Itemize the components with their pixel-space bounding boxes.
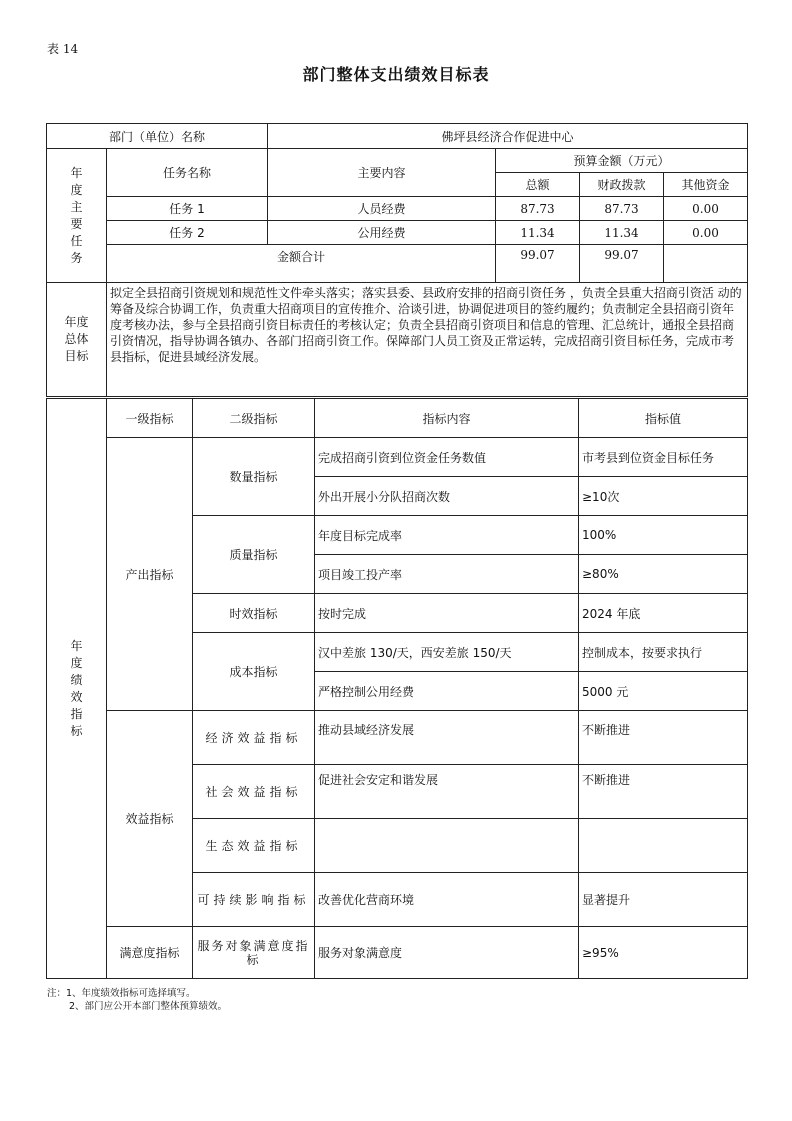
col-level1: 一级指标 bbox=[107, 399, 193, 438]
sum-fiscal: 99.07 bbox=[580, 245, 664, 283]
indicator-content: 项目竣工投产率 bbox=[315, 555, 579, 594]
col-total: 总额 bbox=[496, 173, 580, 197]
indicator-content: 外出开展小分队招商次数 bbox=[315, 477, 579, 516]
table-row bbox=[47, 438, 748, 477]
page-title: 部门整体支出绩效目标表 bbox=[302, 65, 490, 84]
indicator-value: 100% bbox=[579, 516, 748, 555]
footnote-2: 2、部门应公开本部门整体预算绩效。 bbox=[69, 1001, 228, 1012]
sum-label: 金额合计 bbox=[107, 245, 496, 283]
performance-table bbox=[46, 398, 748, 979]
indicator-content: 改善优化营商环境 bbox=[315, 873, 579, 927]
task-content: 公用经费 bbox=[268, 221, 496, 245]
indicator-content: 严格控制公用经费 bbox=[315, 672, 579, 711]
footnotes bbox=[47, 987, 227, 1013]
service-label: 服务对象满意度指标 bbox=[193, 927, 315, 979]
task-fiscal: 87.73 bbox=[580, 197, 664, 221]
indicator-value: 5000 元 bbox=[579, 672, 748, 711]
col-other: 其他资金 bbox=[664, 173, 748, 197]
col-indicator-value: 指标值 bbox=[579, 399, 748, 438]
task-name: 任务 1 bbox=[107, 197, 268, 221]
sustainable-label: 可持续影响指标 bbox=[193, 873, 315, 927]
indicator-value bbox=[579, 819, 748, 873]
output-label: 产出指标 bbox=[107, 438, 193, 711]
department-value: 佛坪县经济合作促进中心 bbox=[268, 124, 748, 149]
department-label: 部门（单位）名称 bbox=[47, 124, 268, 149]
timeliness-label: 时效指标 bbox=[193, 594, 315, 633]
table-row bbox=[47, 221, 748, 245]
indicator-value: 控制成本，按要求执行 bbox=[579, 633, 748, 672]
quality-label: 质量指标 bbox=[193, 516, 315, 594]
goal-section-label: 年度总体目标 bbox=[47, 283, 107, 397]
indicator-content: 服务对象满意度 bbox=[315, 927, 579, 979]
economic-label: 经济效益指标 bbox=[193, 711, 315, 765]
task-name: 任务 2 bbox=[107, 221, 268, 245]
indicator-content bbox=[315, 819, 579, 873]
col-indicator-content: 指标内容 bbox=[315, 399, 579, 438]
col-task-name: 任务名称 bbox=[107, 149, 268, 197]
indicator-value: 2024 年底 bbox=[579, 594, 748, 633]
indicator-content: 汉中差旅 130/天，西安差旅 150/天 bbox=[315, 633, 579, 672]
indicator-value: 显著提升 bbox=[579, 873, 748, 927]
task-content: 人员经费 bbox=[268, 197, 496, 221]
footnote-1: 注：1、年度绩效指标可选择填写。 bbox=[47, 988, 196, 999]
indicator-content: 按时完成 bbox=[315, 594, 579, 633]
col-level2: 二级指标 bbox=[193, 399, 315, 438]
benefit-label: 效益指标 bbox=[107, 711, 193, 927]
col-fiscal: 财政拨款 bbox=[580, 173, 664, 197]
indicator-value: 不断推进 bbox=[579, 711, 748, 765]
tasks-section-label: 年度主要任务 bbox=[47, 149, 107, 283]
ecological-label: 生态效益指标 bbox=[193, 819, 315, 873]
indicator-content: 推动县域经济发展 bbox=[315, 711, 579, 765]
task-other: 0.00 bbox=[664, 221, 748, 245]
indicator-value: ≥95% bbox=[579, 927, 748, 979]
table-row bbox=[47, 711, 748, 765]
indicator-content: 促进社会安定和谐发展 bbox=[315, 765, 579, 819]
cost-label: 成本指标 bbox=[193, 633, 315, 711]
table-number: 表 14 bbox=[47, 42, 79, 56]
task-other: 0.00 bbox=[664, 197, 748, 221]
indicator-content: 完成招商引资到位资金任务数值 bbox=[315, 438, 579, 477]
col-budget: 预算金额（万元） bbox=[496, 149, 748, 173]
task-total: 87.73 bbox=[496, 197, 580, 221]
indicator-value: ≥10次 bbox=[579, 477, 748, 516]
indicator-value: 市考县到位资金目标任务 bbox=[579, 438, 748, 477]
sum-total: 99.07 bbox=[496, 245, 580, 283]
budget-table bbox=[46, 123, 748, 397]
task-fiscal: 11.34 bbox=[580, 221, 664, 245]
table-row bbox=[47, 927, 748, 979]
quantity-label: 数量指标 bbox=[193, 438, 315, 516]
goal-text: 拟定全县招商引资规划和规范性文件牵头落实；落实县委、县政府安排的招商引资任务 ，负责全县重大招商引资活 动的筹备及综合协调工作，负责重大招商项目的宣传推介、洽谈引进，协调促进项目的签约履约；负责制定全县招商引资年度考核办法，参与全县招商引资目标责任的考核认定；负责全县招商引资项目和信息的管理、汇总统计，通报全县招商引资情况，指导协调各镇办、各部门招商引资工作。保障部门人员工资及正常运转，完成招商引资目标任务，完成市考县指标，促进县域经济发展。 bbox=[107, 283, 748, 397]
task-total: 11.34 bbox=[496, 221, 580, 245]
table-row bbox=[47, 197, 748, 221]
indicator-content: 年度目标完成率 bbox=[315, 516, 579, 555]
performance-section-label: 年度绩效指标 bbox=[47, 399, 107, 979]
sum-other bbox=[664, 245, 748, 283]
col-task-content: 主要内容 bbox=[268, 149, 496, 197]
social-label: 社会效益指标 bbox=[193, 765, 315, 819]
indicator-value: 不断推进 bbox=[579, 765, 748, 819]
indicator-value: ≥80% bbox=[579, 555, 748, 594]
satisfaction-label: 满意度指标 bbox=[107, 927, 193, 979]
